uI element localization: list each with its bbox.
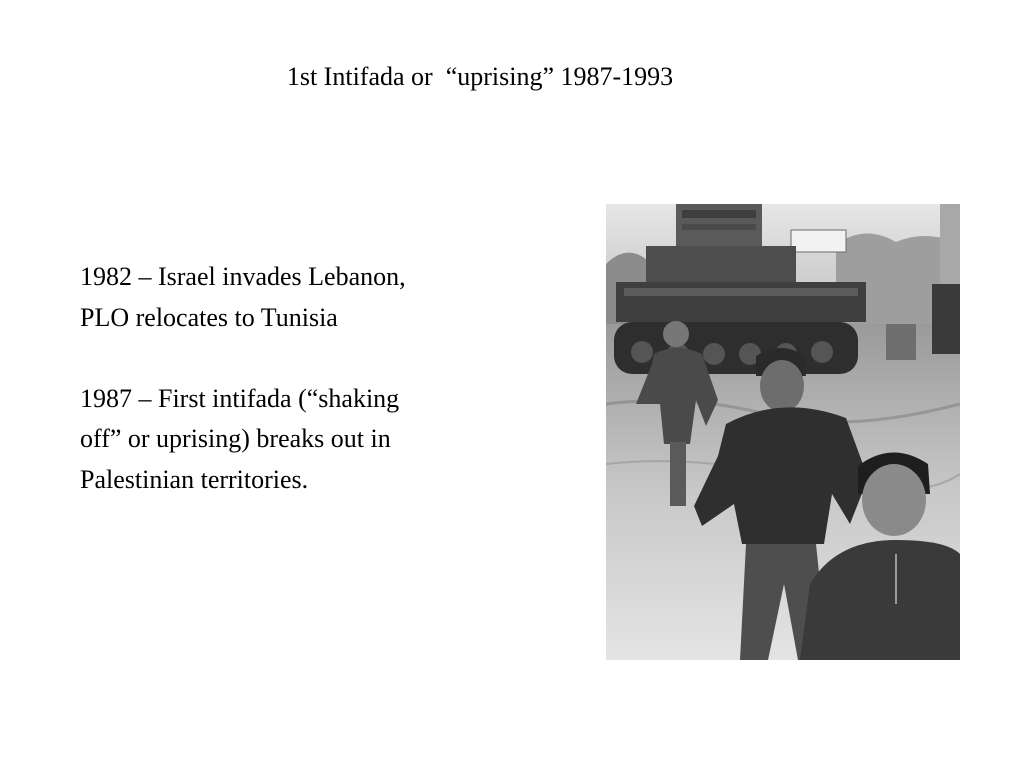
photo-illustration [606,204,960,660]
slide-title: 1st Intifada or “uprising” 1987-1993 [286,62,674,91]
paragraph-line: PLO relocates to Tunisia [80,302,338,332]
intifada-photo [606,204,960,660]
paragraph-line: 1982 – Israel invades Lebanon, [80,262,406,291]
paragraph-spacer [80,338,530,379]
paragraph-line: off” or uprising) breaks out in [80,424,391,453]
vehicle [932,284,960,354]
slide-body [80,257,530,500]
paragraph-1987 [80,379,530,501]
paragraph-line: Palestinian territories. [80,464,309,494]
pole [940,204,960,294]
paragraph-1982 [80,257,530,338]
barrel [886,324,916,360]
paragraph-line: 1987 – First intifada (“shaking [80,383,400,413]
